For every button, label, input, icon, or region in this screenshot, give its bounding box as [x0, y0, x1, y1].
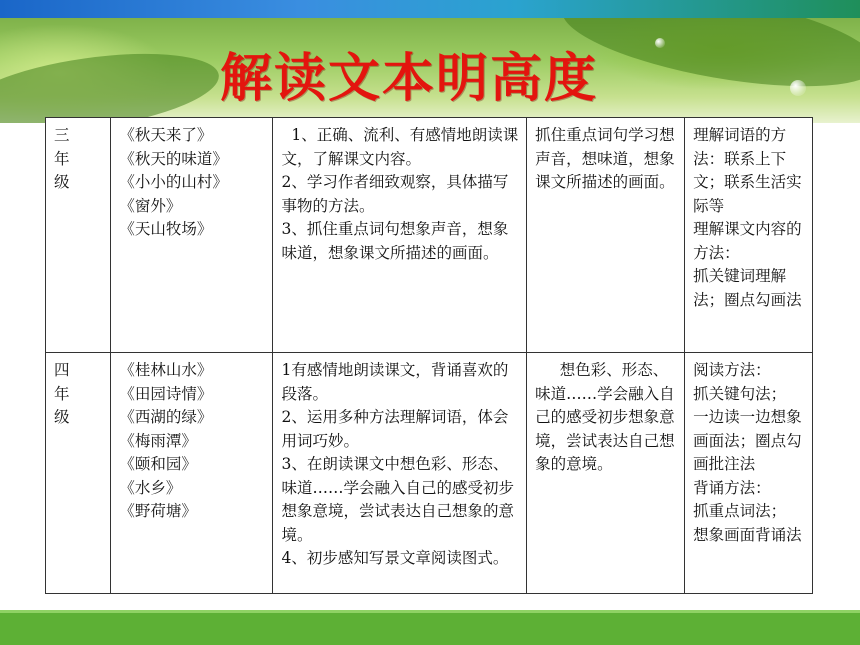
- grade-char: 年: [54, 384, 70, 403]
- grade-cell: [46, 118, 111, 353]
- method-item: 抓重点词法；: [693, 502, 787, 520]
- grade-char: 三: [54, 126, 70, 144]
- method-item: 一边读一边想象画面法；圈点勾画批注法: [693, 408, 802, 473]
- method-item: 背诵方法：: [693, 478, 771, 497]
- focus-cell: [527, 353, 685, 594]
- leaf-shape: [555, 18, 860, 105]
- goal-item: 2、学习作者细致观察，具体描写事物的方法。: [281, 173, 509, 215]
- method-item: 阅读方法：: [693, 361, 771, 379]
- grade-char: 级: [54, 173, 70, 191]
- book-title: 《颐和园》: [119, 455, 197, 473]
- goal-item: 2、运用多种方法理解词语，体会用词巧妙。: [281, 408, 509, 450]
- goal-item: 3、抓住重点词句想象声音，想象味道，想象课文所描述的画面。: [281, 220, 509, 262]
- focus-cell: [527, 118, 685, 353]
- goal-item: 4、初步感知写景文章阅读图式。: [281, 549, 509, 567]
- curriculum-table: [45, 117, 813, 594]
- book-title: 《窗外》: [119, 196, 182, 215]
- grade-char: 级: [54, 408, 70, 426]
- goal-item: 1、正确、流利、有感情地朗读课文，了解课文内容。: [281, 126, 519, 168]
- goals-cell: [273, 118, 527, 353]
- book-title: 《小小的山村》: [119, 173, 228, 191]
- method-item: 想象画面背诵法: [693, 525, 802, 544]
- focus-text: 想色彩、形态、味道……学会融入自己的感受初步想象意境，尝试表达自己想象的意境。: [535, 361, 675, 473]
- focus-text: 抓住重点词句学习想声音，想味道，想象课文所描述的画面。: [535, 126, 675, 191]
- method-item: 理解课文内容的方法：: [693, 220, 802, 262]
- book-title: 《田园诗情》: [119, 384, 213, 403]
- table-row: [46, 353, 813, 594]
- method-item: 抓关键句法；: [693, 384, 787, 403]
- page-title: 解读文本明高度: [220, 48, 599, 109]
- book-title: 《野荷塘》: [119, 502, 197, 520]
- book-title: 《秋天的味道》: [119, 149, 228, 168]
- method-item: 理解词语的方法：联系上下文；联系生活实际等: [693, 126, 802, 215]
- method-cell: [685, 118, 813, 353]
- water-drop: [790, 80, 806, 96]
- grade-char: 四: [54, 361, 70, 379]
- goal-item: 1有感情地朗读课文，背诵喜欢的段落。: [281, 361, 509, 403]
- book-title: 《水乡》: [119, 478, 182, 497]
- water-drop: [655, 38, 665, 48]
- goals-cell: [273, 353, 527, 594]
- book-title: 《秋天来了》: [119, 126, 213, 144]
- book-title: 《西湖的绿》: [119, 408, 213, 426]
- method-item: 抓关键词理解法；圈点勾画法: [693, 267, 802, 309]
- footer-green-bar: [0, 613, 860, 645]
- table-row: [46, 118, 813, 353]
- books-cell: [111, 353, 273, 594]
- grade-cell: [46, 353, 111, 594]
- leaf-shape: [0, 40, 224, 123]
- book-title: 《桂林山水》: [119, 361, 213, 379]
- book-title: 《天山牧场》: [119, 220, 213, 238]
- book-title: 《梅雨潭》: [119, 431, 197, 450]
- goal-item: 3、在朗读课文中想色彩、形态、味道……学会融入自己的感受初步想象意境，尝试表达自己想象的意境。: [281, 455, 514, 544]
- method-cell: [685, 353, 813, 594]
- grade-char: 年: [54, 149, 70, 168]
- header-banner: [0, 18, 860, 123]
- books-cell: [111, 118, 273, 353]
